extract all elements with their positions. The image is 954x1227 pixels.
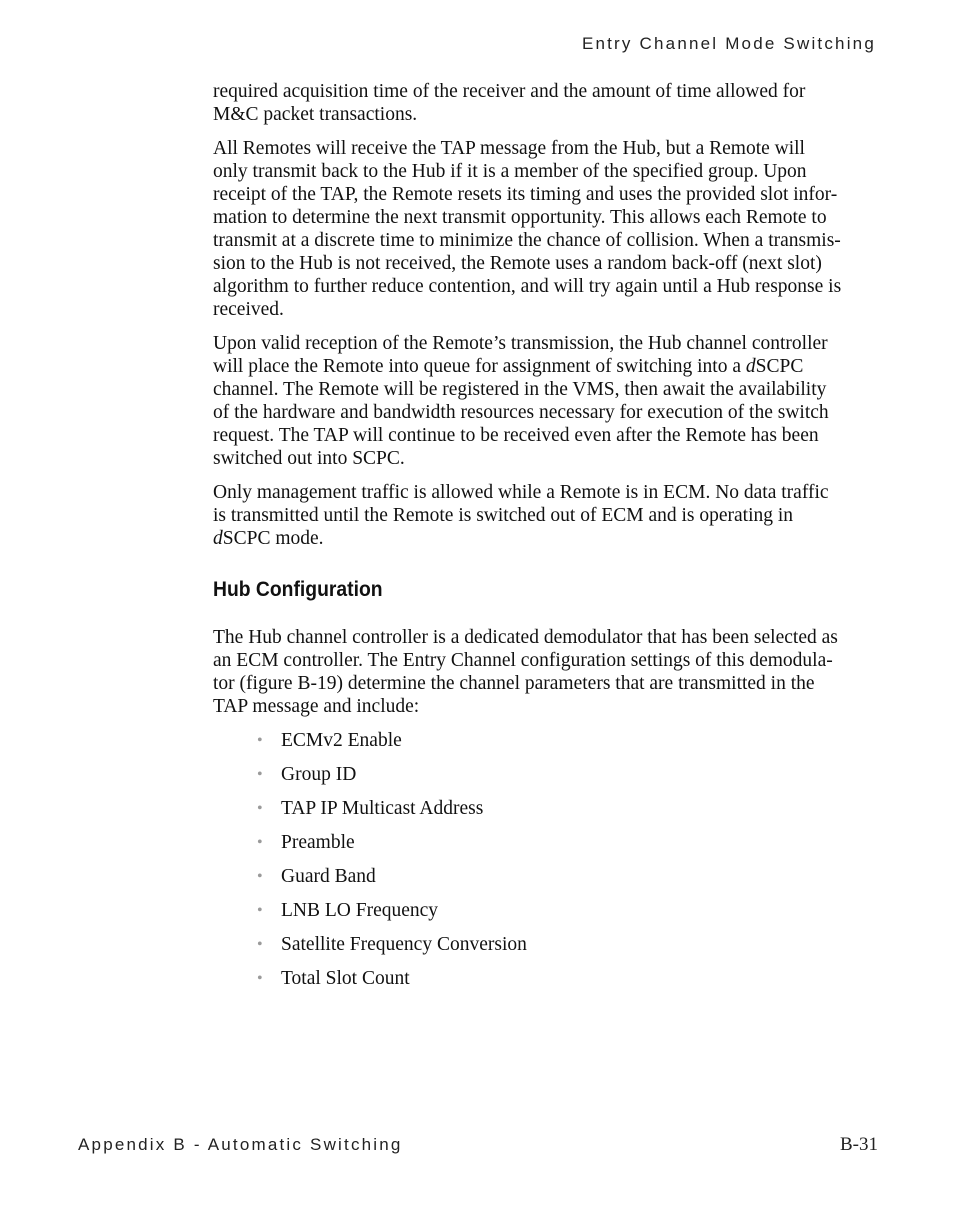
- bullet-icon: •: [257, 766, 263, 783]
- paragraph-valid-reception: [213, 332, 879, 470]
- italic-d: d: [745, 356, 756, 377]
- paragraph-acquisition: required acquisition time of the receiver and the amount of time allowed for M&C packet transactions.: [213, 81, 806, 125]
- paragraph-text: Only management traffic is allowed while a Remote is in ECM. No data traffic is transmitted until the Remote is switched out of ECM and is operating in: [213, 482, 829, 526]
- list-item-label: TAP IP Multicast Address: [281, 798, 484, 819]
- paragraph-management-traffic: [213, 481, 879, 550]
- footer-chapter-title: Appendix B - Automatic Switching: [78, 1135, 403, 1154]
- configuration-settings-list: [213, 729, 879, 990]
- italic-d: d: [213, 528, 223, 549]
- list-item-label: Preamble: [281, 832, 355, 853]
- list-item: [257, 729, 879, 752]
- paragraph-tap-message: All Remotes will receive the TAP message from the Hub, but a Remote will only transmit back to the Hub if it is a member of the specified group. Upon receipt of the TAP, the Remote resets its timing and uses the provided slot infor- mation to determine the next transmit opportunity. This allows each Remote to transmit at a discrete time to minimize the chance of collision. When a transmis- sion to the Hub is not received, the Remote uses a random back-off (next slot) algorithm to further reduce contention, and will try again until a Hub response is received.: [213, 138, 842, 320]
- page-body: [213, 80, 879, 1001]
- bullet-icon: •: [257, 936, 263, 953]
- running-header: Entry Channel Mode Switching: [581, 34, 876, 53]
- list-item: [257, 831, 879, 854]
- list-item-label: LNB LO Frequency: [281, 900, 439, 921]
- list-item: [257, 797, 879, 820]
- list-item: [257, 967, 879, 990]
- bullet-icon: •: [257, 732, 263, 749]
- paragraph-text: Upon valid reception of the Remote’s transmission, the Hub channel controller will place the Remote into queue for assignment of switching into a: [213, 333, 828, 377]
- list-item-label: Total Slot Count: [281, 968, 410, 989]
- list-item-label: Group ID: [281, 764, 357, 785]
- bullet-icon: •: [257, 800, 263, 817]
- page-number: B-31: [840, 1134, 878, 1155]
- list-item-label: Satellite Frequency Conversion: [281, 934, 527, 955]
- list-item-label: ECMv2 Enable: [281, 730, 402, 751]
- paragraph-text: SCPC mode.: [222, 528, 324, 549]
- list-item: [257, 763, 879, 786]
- bullet-icon: •: [257, 902, 263, 919]
- bullet-icon: •: [257, 868, 263, 885]
- bullet-icon: •: [257, 970, 263, 987]
- list-item: [257, 933, 879, 956]
- list-item-label: Guard Band: [281, 866, 376, 887]
- paragraph-text: SCPC channel. The Remote will be registered in the VMS, then await the availability of the hardware and bandwidth resources necessary for execution of the switch request. The TAP will continue to be received even after the Remote has been switched out into SCPC.: [213, 356, 829, 469]
- list-item: [257, 899, 879, 922]
- bullet-icon: •: [257, 834, 263, 851]
- list-item: [257, 865, 879, 888]
- section-heading: Hub Configuration: [213, 578, 383, 601]
- paragraph-hub-controller: The Hub channel controller is a dedicated demodulator that has been selected as an ECM controller. The Entry Channel configuration settings of this demodula- tor (figure B-19) determine the channel parameters that are transmitted in the TAP message and include:: [213, 627, 838, 717]
